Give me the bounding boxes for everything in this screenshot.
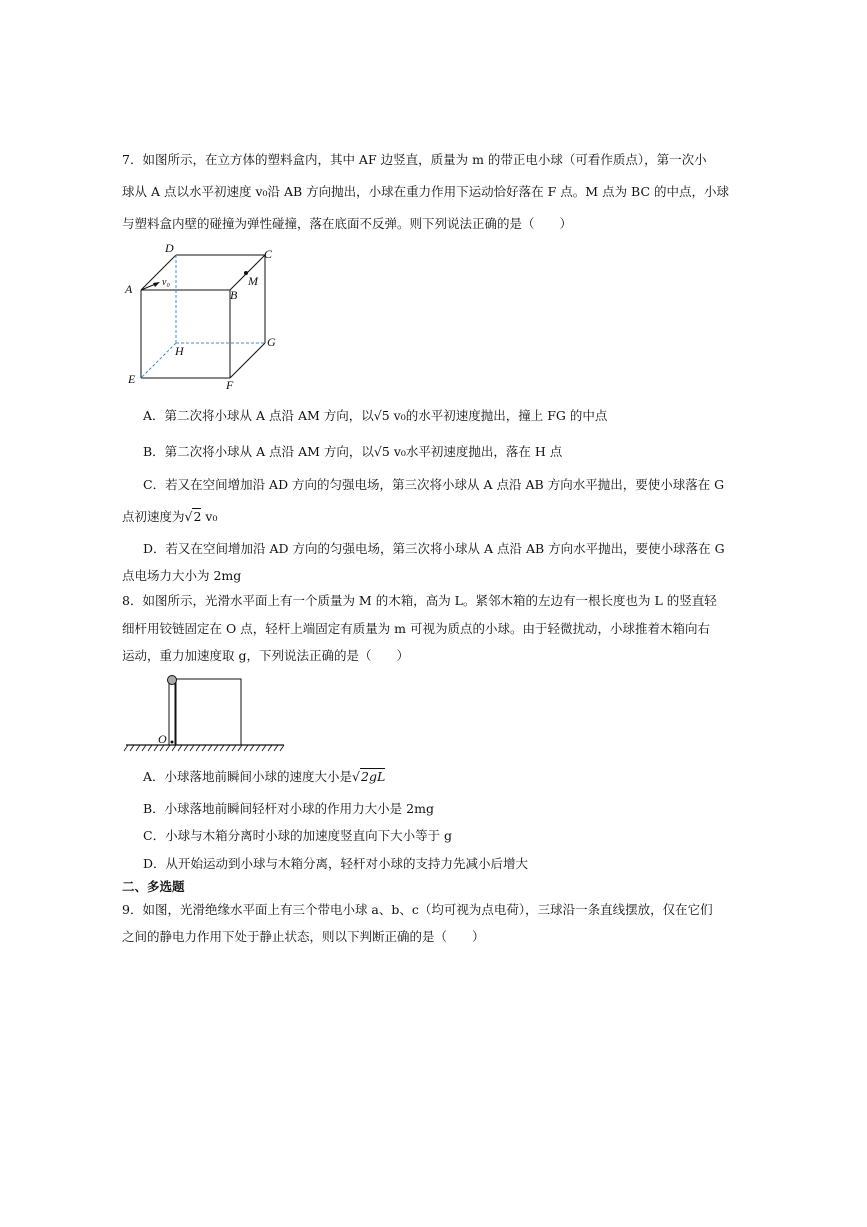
- q9-stem-line2: 之间的静电力作用下处于静止状态，则以下判断正确的是（ ）: [122, 929, 485, 944]
- q8-option-a-radicand: 2gL: [361, 769, 386, 784]
- q7-cube-figure: [120, 240, 290, 390]
- q7-stem-line3: 与塑料盒内壁的碰撞为弹性碰撞，落在底面不反弹。则下列说法正确的是（ ）: [122, 216, 573, 231]
- q7-option-a: A．第二次将小球从 A 点沿 AM 方向，以√5 v₀的水平初速度抛出，撞上 FG 的中点: [143, 408, 608, 423]
- q7-label-D: D: [165, 241, 174, 255]
- q8-stem-line2: 细杆用铰链固定在 O 点，轻杆上端固定有质量为 m 可视为质点的小球。由于轻微扰动，小球推着木箱向右: [122, 621, 710, 636]
- q7-option-c-line1: C．若又在空间增加沿 AD 方向的匀强电场，第三次将小球从 A 点沿 AB 方向水平抛出，要使小球落在 G: [143, 477, 725, 492]
- q8-option-a: [143, 768, 385, 785]
- q7-option-c-suffix: v₀: [205, 509, 218, 524]
- section-title-multiple-choice: 二、多选题: [122, 879, 185, 894]
- q7-label-H: H: [175, 344, 184, 358]
- q7-option-b: B．第二次将小球从 A 点沿 AM 方向，以√5 v₀水平初速度抛出，落在 H 点: [143, 444, 563, 459]
- sqrt-symbol: √: [184, 509, 193, 524]
- ground-hatch: [124, 745, 284, 751]
- q8-option-d: D．从开始运动到小球与木箱分离，轻杆对小球的支持力先减小后增大: [143, 856, 529, 871]
- q7-label-M: M: [248, 274, 258, 288]
- q7-label-G: G: [267, 335, 276, 349]
- q7-label-A: A: [125, 282, 133, 296]
- q7-option-d-line2: 点电场力大小为 2mg: [122, 568, 242, 583]
- q8-option-c: C．小球与木箱分离时小球的加速度竖直向下大小等于 g: [143, 828, 453, 843]
- q7-option-d-line1: D．若又在空间增加沿 AD 方向的匀强电场，第三次将小球从 A 点沿 AB 方向水平抛出，要使小球落在 G: [143, 541, 725, 556]
- q7-option-c-radicand: 2: [193, 509, 202, 524]
- q7-label-v0: v₀: [162, 277, 170, 288]
- q7-label-B: B: [230, 288, 238, 302]
- q8-box-rod-figure: [122, 672, 292, 757]
- q7-label-E: E: [128, 372, 136, 386]
- q8-stem-line3: 运动，重力加速度取 g，下列说法正确的是（ ）: [122, 648, 409, 663]
- q8-option-b: B．小球落地前瞬间轻杆对小球的作用力大小是 2mg: [143, 801, 434, 816]
- sqrt-symbol: √: [352, 769, 360, 784]
- q9-stem-line1: 9．如图，光滑绝缘水平面上有三个带电小球 a、b、c（均可视为点电荷），三球沿一条直线摆放，仅在它们: [122, 902, 713, 917]
- q8-label-O: O: [158, 732, 167, 746]
- q7-option-c-line2: [122, 508, 218, 525]
- q8-option-a-text: A．小球落地前瞬间小球的速度大小是: [143, 769, 353, 784]
- q7-stem-line1: 7．如图所示，在立方体的塑料盒内，其中 AF 边竖直，质量为 m 的带正电小球（可看作质点），第一次小: [122, 152, 707, 167]
- q7-label-F: F: [226, 378, 234, 392]
- ball: [168, 676, 177, 685]
- q8-stem-line1: 8．如图所示，光滑水平面上有一个质量为 M 的木箱，高为 L。紧邻木箱的左边有一根长度也为 L 的竖直轻: [122, 593, 717, 608]
- q7-stem-line2: 球从 A 点以水平初速度 v₀沿 AB 方向抛出，小球在重力作用下运动恰好落在 F 点。M 点为 BC 的中点，小球: [122, 184, 730, 199]
- wooden-box: [176, 679, 241, 745]
- q7-label-C: C: [264, 247, 273, 261]
- q7-option-c-prefix: 点初速度为: [122, 509, 185, 524]
